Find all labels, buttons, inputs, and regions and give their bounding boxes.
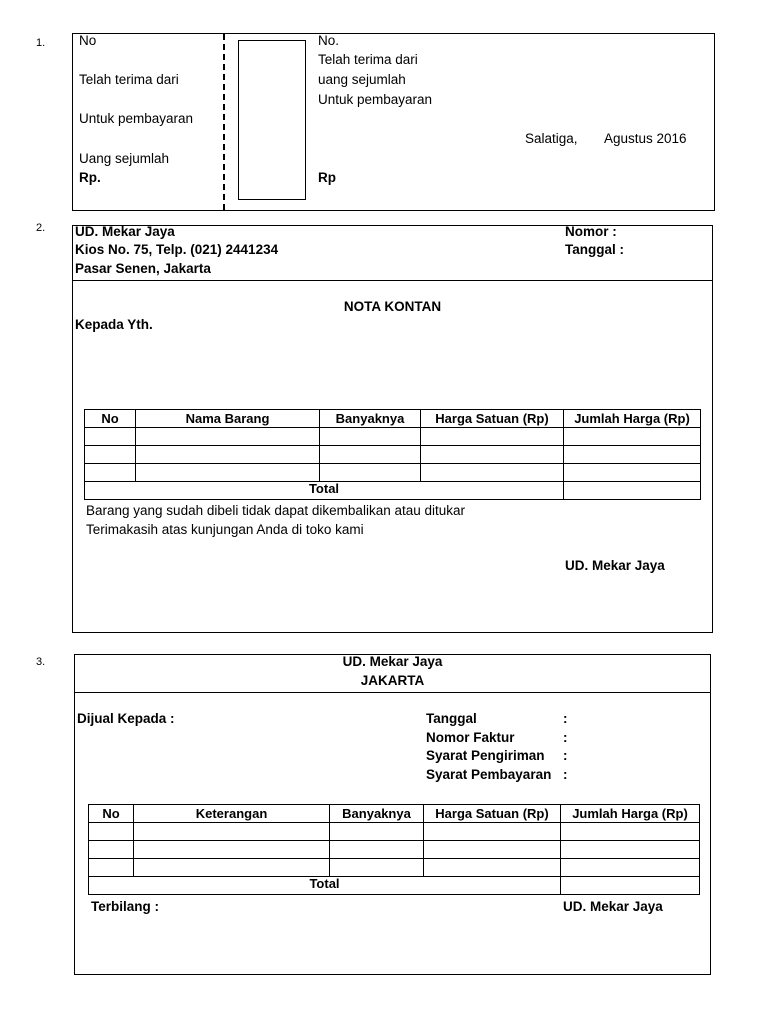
table-cell — [134, 823, 330, 841]
table-cell — [564, 428, 701, 446]
table-cell — [421, 464, 564, 482]
table-cell — [424, 841, 561, 859]
shipping-terms-colon: : — [563, 748, 568, 763]
receipt-amount-label: uang sejumlah — [318, 72, 406, 87]
shipping-terms-label: Syarat Pengiriman — [426, 748, 545, 763]
sold-to-label: Dijual Kepada : — [77, 711, 175, 726]
table-cell — [320, 446, 421, 464]
amount-in-words-label: Terbilang : — [91, 899, 160, 914]
column-header: Jumlah Harga (Rp) — [564, 410, 701, 428]
no-return-note: Barang yang sudah dibeli tidak dapat dikembalikan atau ditukar — [86, 503, 466, 518]
form2-number: 2. — [36, 222, 46, 234]
company-address-line2: Pasar Senen, Jakarta — [75, 261, 211, 276]
receipt-rp-label: Rp — [318, 170, 336, 185]
stub-rp-label: Rp. — [79, 170, 101, 185]
nomor-label: Nomor : — [565, 224, 617, 239]
table-row — [85, 464, 701, 482]
table-cell — [561, 823, 700, 841]
receipt-received-from-label: Telah terima dari — [318, 52, 418, 67]
invoice-items-table — [88, 804, 700, 895]
table-cell — [136, 428, 320, 446]
column-header: Banyaknya — [320, 410, 421, 428]
total-row — [85, 482, 701, 500]
table-cell — [85, 464, 136, 482]
column-header: Nama Barang — [136, 410, 320, 428]
header-divider — [74, 692, 711, 693]
column-header: Keterangan — [134, 805, 330, 823]
stub-received-from-label: Telah terima dari — [79, 72, 179, 87]
total-label: Total — [89, 877, 561, 895]
company-address-line1: Kios No. 75, Telp. (021) 2441234 — [75, 242, 279, 257]
receipt-date: Agustus 2016 — [604, 131, 687, 146]
table-cell — [424, 859, 561, 877]
receipt-for-payment-label: Untuk pembayaran — [318, 92, 433, 107]
receipt-no-label: No. — [318, 33, 340, 48]
column-header: Banyaknya — [330, 805, 424, 823]
total-value-cell — [561, 877, 700, 895]
table-cell — [320, 428, 421, 446]
form3-number: 3. — [36, 656, 46, 668]
invoice-signature-company: UD. Mekar Jaya — [563, 899, 663, 914]
table-cell — [564, 464, 701, 482]
invoice-number-colon: : — [563, 730, 568, 745]
column-header: No — [85, 410, 136, 428]
table-cell — [561, 841, 700, 859]
table-cell — [320, 464, 421, 482]
payment-terms-colon: : — [563, 767, 568, 782]
table-cell — [89, 823, 134, 841]
table-cell — [89, 859, 134, 877]
date-field-colon: : — [563, 711, 568, 726]
total-label: Total — [85, 482, 564, 500]
tear-line — [223, 34, 225, 210]
stub-for-payment-label: Untuk pembayaran — [79, 111, 194, 126]
table-row — [89, 823, 700, 841]
table-cell — [564, 446, 701, 464]
table-cell — [421, 446, 564, 464]
table-cell — [424, 823, 561, 841]
table-cell — [85, 428, 136, 446]
total-row — [89, 877, 700, 895]
table-header-row — [85, 410, 701, 428]
date-field-label: Tanggal — [426, 711, 477, 726]
column-header: Harga Satuan (Rp) — [421, 410, 564, 428]
items-table — [84, 409, 701, 500]
table-cell — [561, 859, 700, 877]
table-row — [85, 446, 701, 464]
table-row — [89, 859, 700, 877]
stub-no-label: No — [79, 33, 97, 48]
table-cell — [330, 841, 424, 859]
table-row — [85, 428, 701, 446]
table-cell — [136, 446, 320, 464]
table-cell — [421, 428, 564, 446]
total-value-cell — [564, 482, 701, 500]
table-cell — [136, 464, 320, 482]
table-cell — [134, 859, 330, 877]
company-name: UD. Mekar Jaya — [75, 224, 175, 239]
recipient-label: Kepada Yth. — [75, 317, 153, 332]
document-title: NOTA KONTAN — [343, 299, 442, 314]
table-cell — [85, 446, 136, 464]
column-header: Jumlah Harga (Rp) — [561, 805, 700, 823]
header-divider — [72, 280, 713, 281]
table-row — [89, 841, 700, 859]
payment-terms-label: Syarat Pembayaran — [426, 767, 552, 782]
thank-you-note: Terimakasih atas kunjungan Anda di toko kami — [86, 522, 364, 537]
table-cell — [134, 841, 330, 859]
table-header-row — [89, 805, 700, 823]
invoice-number-label: Nomor Faktur — [426, 730, 515, 745]
invoice-city: JAKARTA — [360, 673, 425, 688]
table-cell — [330, 859, 424, 877]
tanggal-label: Tanggal : — [565, 242, 624, 257]
invoice-company-name: UD. Mekar Jaya — [342, 654, 443, 669]
stamp-box — [238, 40, 306, 200]
form1-number: 1. — [36, 37, 46, 49]
signature-company: UD. Mekar Jaya — [565, 558, 665, 573]
table-cell — [89, 841, 134, 859]
column-header: No — [89, 805, 134, 823]
receipt-city: Salatiga, — [525, 131, 578, 146]
table-cell — [330, 823, 424, 841]
stub-amount-label: Uang sejumlah — [79, 151, 170, 166]
column-header: Harga Satuan (Rp) — [424, 805, 561, 823]
